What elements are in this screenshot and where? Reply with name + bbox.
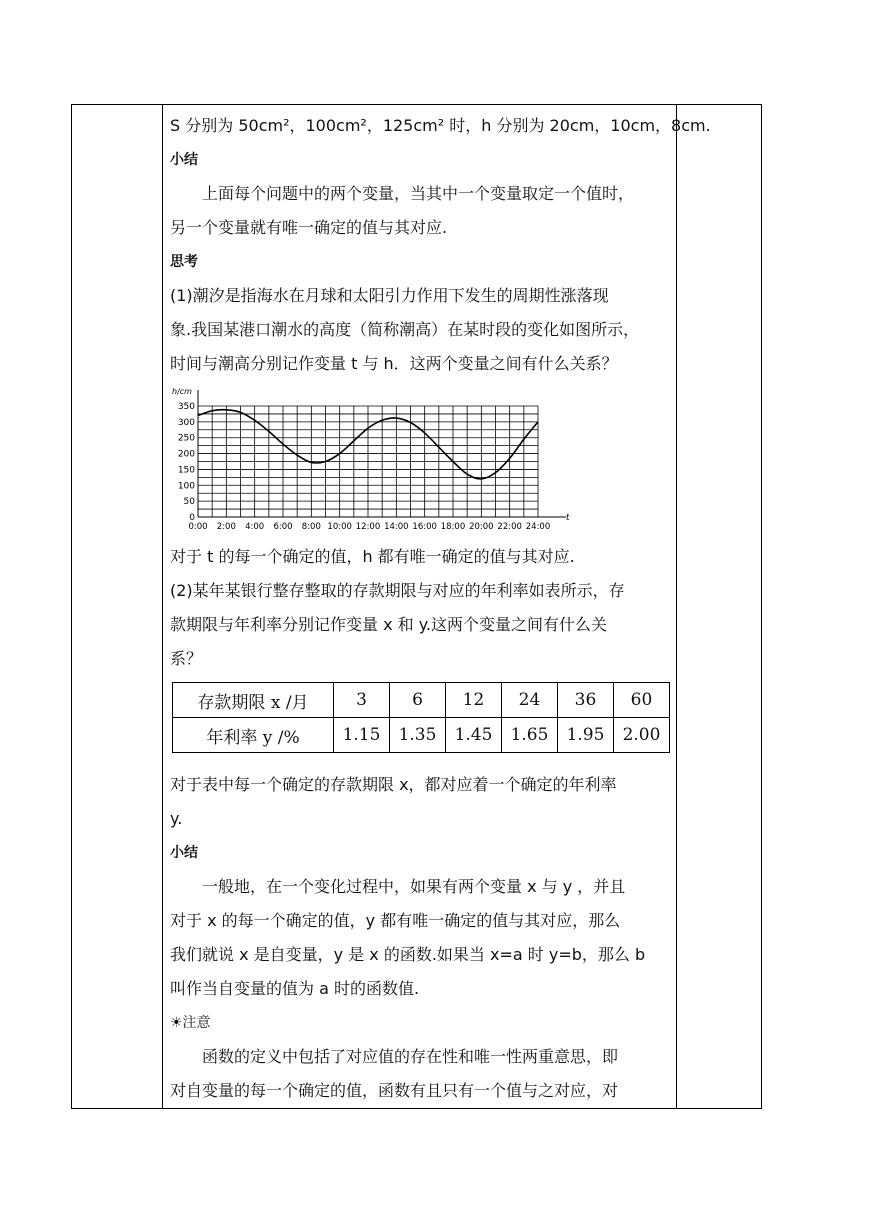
table-cell: 1.65 <box>502 718 558 753</box>
y-tick-label: 100 <box>177 481 195 492</box>
x-tick-label: 4:00 <box>245 522 265 532</box>
x-tick-label: 22:00 <box>497 522 522 532</box>
table-cell: 6 <box>390 683 446 718</box>
text-line: 上面每个问题中的两个变量，当其中一个变量取定一个值时， <box>202 184 635 203</box>
x-tick-label: 14:00 <box>384 522 409 532</box>
text-line: 系？ <box>170 649 203 668</box>
x-tick-label: 0:00 <box>188 522 208 532</box>
heading-summary: 小结 <box>170 152 198 168</box>
x-tick-label: 10:00 <box>327 522 352 532</box>
lesson-content <box>170 104 711 381</box>
table-row <box>173 683 670 718</box>
y-tick-label: 0 <box>189 513 195 523</box>
text-line: 象.我国某港口潮水的高度（简称潮高）在某时段的变化如图所示， <box>170 320 640 339</box>
text-line: 款期限与年利率分别记作变量 x 和 y.这两个变量之间有什么关 <box>170 615 608 634</box>
x-tick-label: 2:00 <box>216 522 236 532</box>
text-line: (1)潮汐是指海水在月球和太阳引力作用下发生的周期性涨落现 <box>170 286 609 305</box>
x-tick-label: 24:00 <box>525 522 551 532</box>
table-cell: 1.95 <box>558 718 614 753</box>
x-tick-label: 6:00 <box>273 522 293 532</box>
x-tick-label: 20:00 <box>469 522 494 532</box>
column-divider <box>676 105 677 1108</box>
table-cell: 1.15 <box>334 718 390 753</box>
table-cell: 12 <box>446 683 502 718</box>
text-line: 对于表中每一个确定的存款期限 x，都对应着一个确定的年利率 <box>170 775 617 794</box>
x-tick-label: 12:00 <box>355 522 381 532</box>
text-line: 时间与潮高分别记作变量 t 与 h．这两个变量之间有什么关系？ <box>170 354 618 373</box>
lesson-content-2 <box>170 540 670 676</box>
text-line: 对自变量的每一个确定的值，函数有且只有一个值与之对应，对 <box>170 1081 619 1100</box>
x-tick-label: 8:00 <box>301 522 321 532</box>
heading-think: 思考 <box>170 254 198 270</box>
table-cell: 36 <box>558 683 614 718</box>
table-cell: 24 <box>502 683 558 718</box>
x-tick-label: 18:00 <box>440 522 466 532</box>
heading-note: ☀注意 <box>170 1015 211 1031</box>
y-tick-label: 350 <box>177 402 195 412</box>
lesson-content-3 <box>170 768 670 1108</box>
table-cell: 1.45 <box>446 718 502 753</box>
y-tick-label: 300 <box>177 417 195 428</box>
x-axis-label: t <box>566 513 570 523</box>
text-line: 另一个变量就有唯一确定的值与其对应. <box>170 218 448 237</box>
text-line: 对于 t 的每一个确定的值，h 都有唯一确定的值与其对应. <box>170 547 575 566</box>
y-tick-label: 50 <box>183 497 195 508</box>
text-line: 一般地，在一个变化过程中，如果有两个变量 x 与 y ，并且 <box>202 877 626 896</box>
table-cell: 3 <box>334 683 390 718</box>
heading-summary: 小结 <box>170 845 198 861</box>
tide-chart <box>172 384 570 534</box>
table-header-cell: 年利率 y /% <box>173 718 334 753</box>
text-line: 函数的定义中包括了对应值的存在性和唯一性两重意思，即 <box>202 1047 619 1066</box>
text-line: 叫作当自变量的值为 a 时的函数值. <box>170 979 420 998</box>
y-tick-label: 250 <box>177 433 195 444</box>
column-divider <box>162 105 163 1108</box>
table-cell: 60 <box>614 683 670 718</box>
text-line: 我们就说 x 是自变量，y 是 x 的函数.如果当 x=a 时 y=b，那么 b <box>170 945 646 964</box>
x-tick-label: 16:00 <box>412 522 437 532</box>
table-header-cell: 存款期限 x /月 <box>173 683 334 718</box>
y-tick-label: 200 <box>177 449 195 460</box>
text-line: 对于 x 的每一个确定的值，y 都有唯一确定的值与其对应，那么 <box>170 911 621 930</box>
table-cell: 2.00 <box>614 718 670 753</box>
y-tick-label: 150 <box>177 465 195 476</box>
text-line: S 分别为 50cm²，100cm²，125cm² 时，h 分别为 20cm，10cm，8cm. <box>170 116 711 135</box>
table-cell: 1.35 <box>390 718 446 753</box>
table-row <box>173 718 670 753</box>
interest-rate-table <box>172 682 670 753</box>
y-axis-label: h/cm <box>172 387 192 396</box>
text-line: y. <box>170 809 183 828</box>
text-line: (2)某年某银行整存整取的存款期限与对应的年利率如表所示，存 <box>170 581 625 600</box>
